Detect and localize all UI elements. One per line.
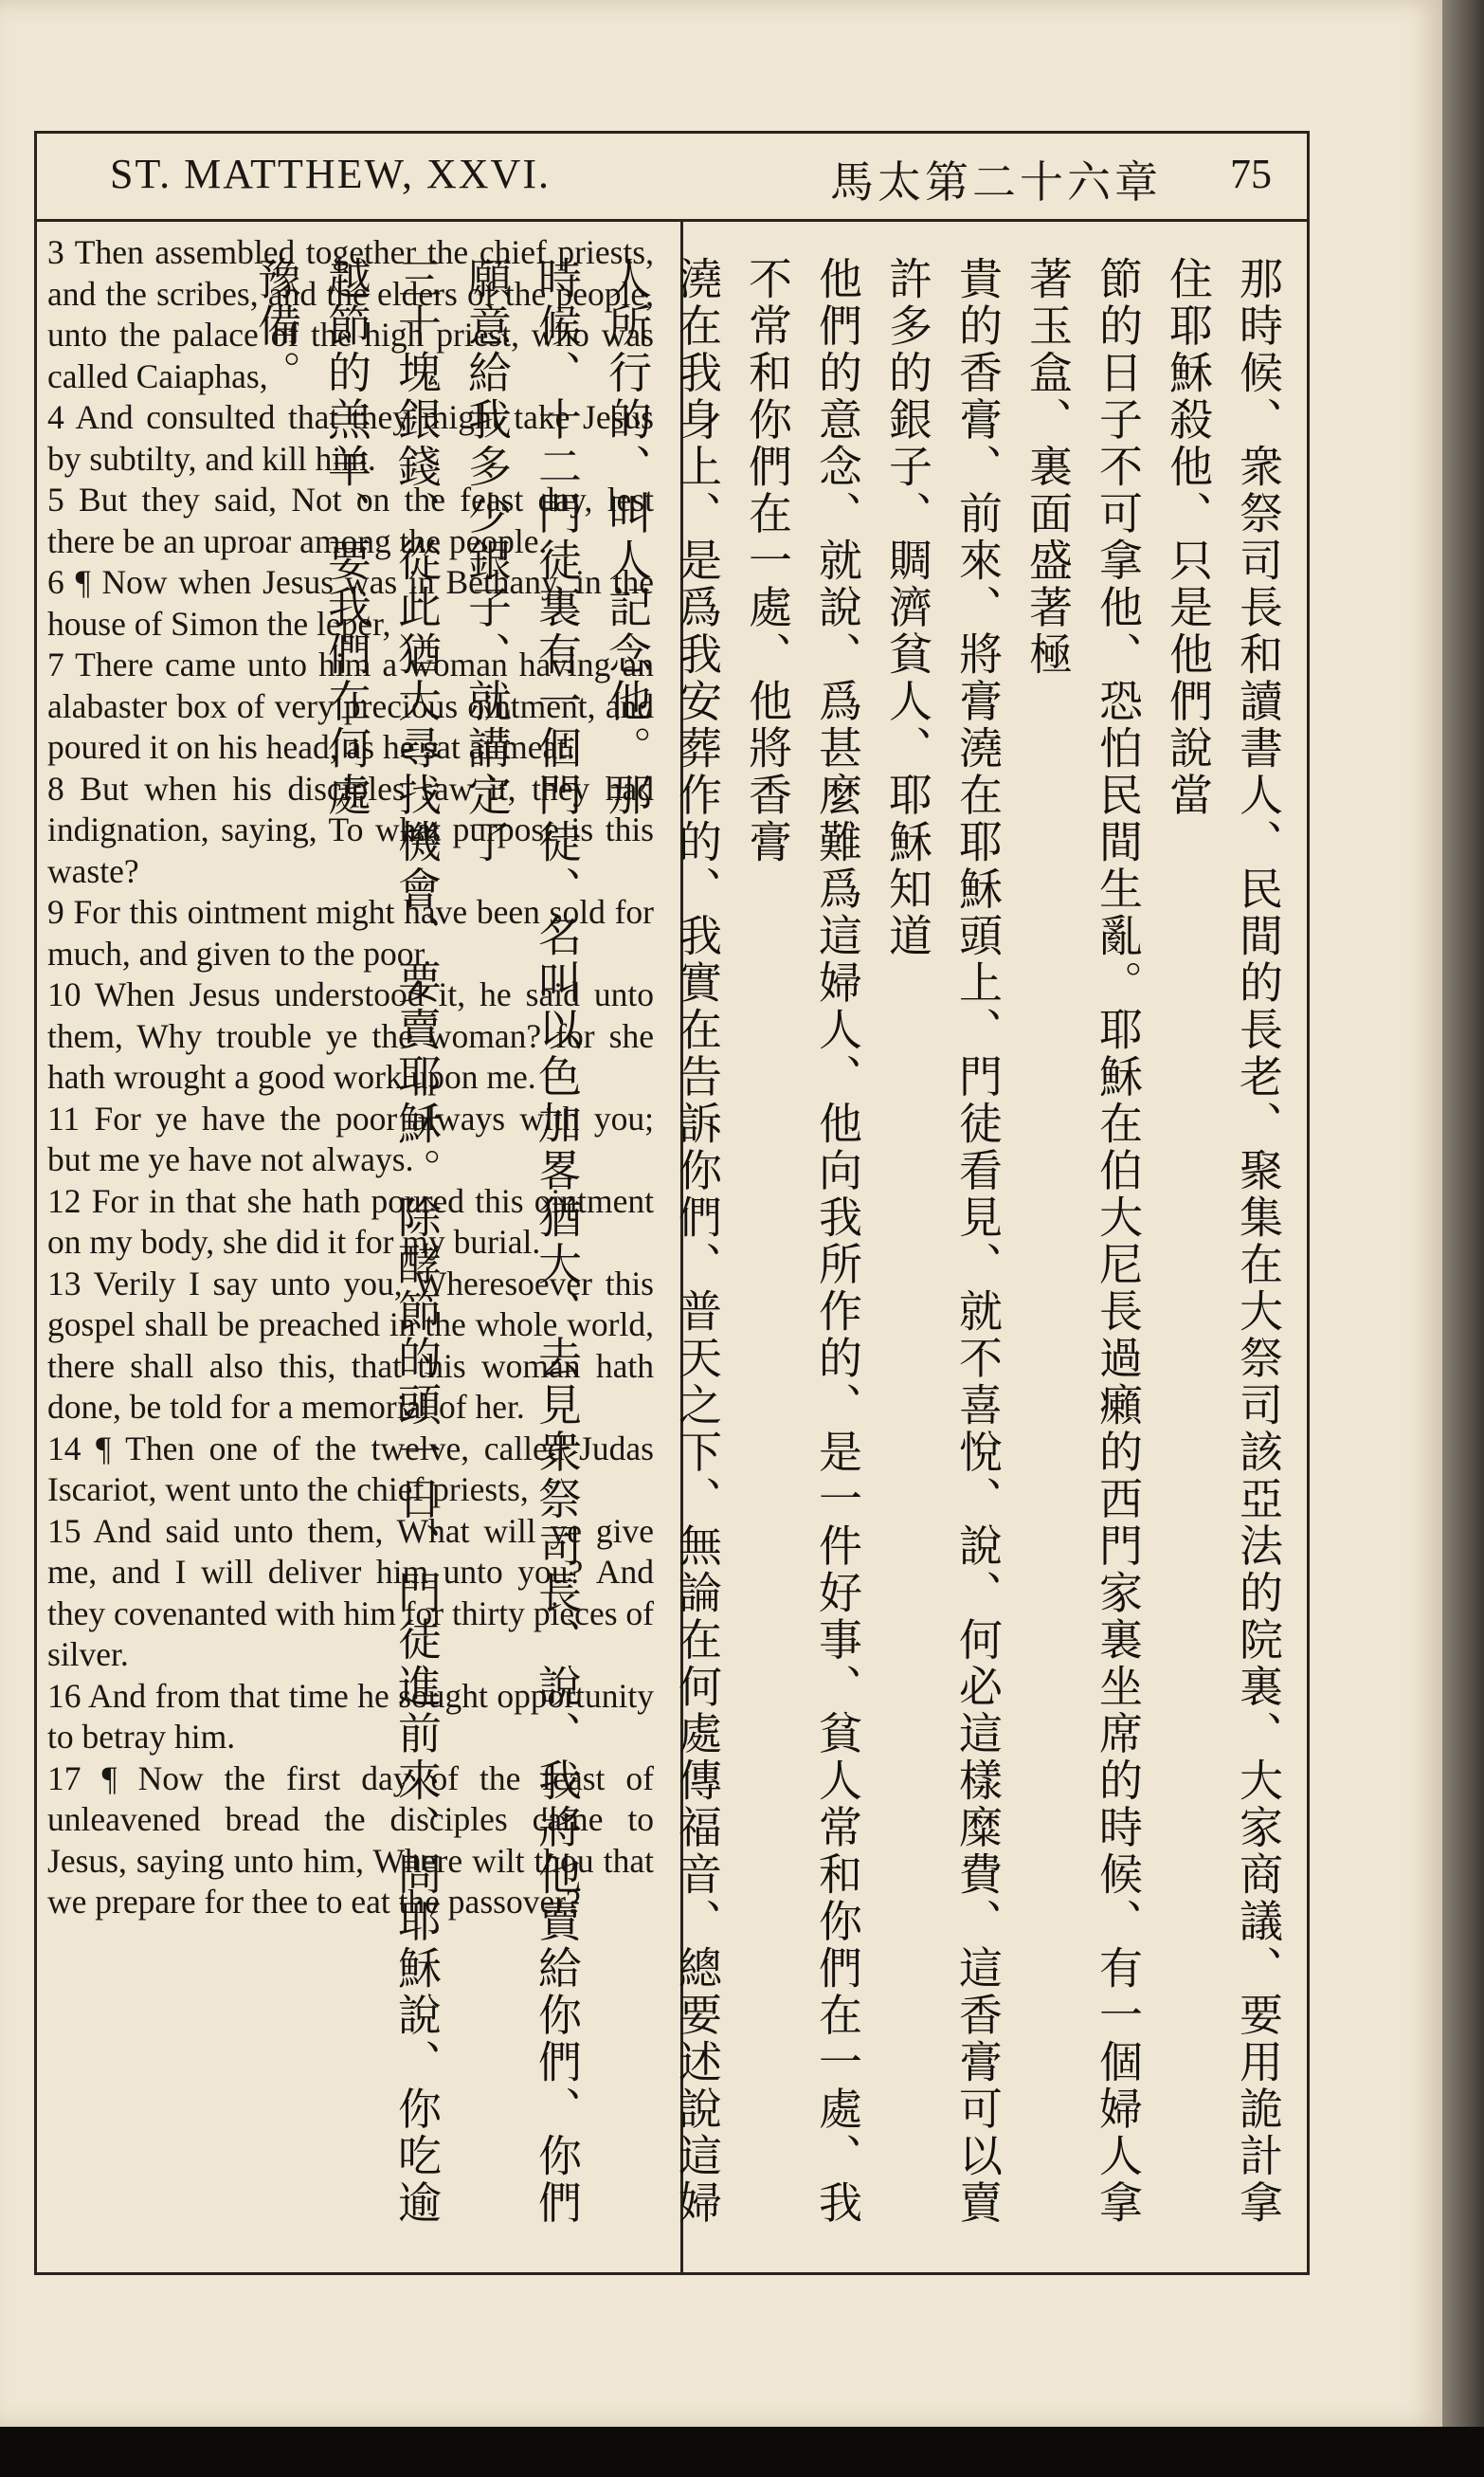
- chinese-column-3: 貴的香膏、前來、將膏澆在耶穌頭上、門徒看見、就不喜悅、說、何必這樣糜費、這香膏可以賣許多的銀子、賙濟貧人、耶穌知道: [882, 256, 1004, 2227]
- verse-7: 7 There came unto him a woman having an alabaster box of very precious ointment, and poured it on his head, as he sat at meat.: [47, 646, 654, 766]
- verse-14: 14 ¶ Then one of the twelve, called Judas Iscariot, went unto the chief priests,: [47, 1429, 654, 1508]
- verse-5: 5 But they said, Not on the feast day, lest there be an uproar among the people.: [47, 481, 654, 560]
- header-title-chinese: 馬太第二十六章: [830, 156, 1162, 208]
- verse-11: 11 For ye have the poor always with you; but me ye have not always.: [47, 1099, 654, 1178]
- verse-16: 16 And from that time he sought opportunity to betray him.: [47, 1676, 654, 1756]
- chinese-column-8: 豫備。: [251, 256, 302, 397]
- verse-15: 15 And said unto them, What will ye give me, and I will deliver him unto you? And they covenanted with him for thirty pieces of silver.: [47, 1511, 654, 1673]
- verse-10: 10 When Jesus understood it, he said unto them, Why trouble ye the woman? for she hath wrought a good work upon me.: [47, 975, 654, 1096]
- chinese-column-1: 那時候、衆祭司長和讀書人、民間的長老、聚集在大祭司該亞法的院裏、大家商議、要用詭計拿住耶穌殺他、只是他們說當: [1163, 256, 1284, 2227]
- verse-8: 8 But when his disciples saw it, they had indignation, saying, To what purpose is this waste?: [47, 769, 654, 890]
- verse-4: 4 And consulted that they might take Jesus by subtilty, and kill him.: [47, 398, 654, 478]
- page-edge: [1442, 0, 1484, 2427]
- page-number: 75: [1230, 151, 1272, 197]
- running-header: [34, 131, 1310, 222]
- chinese-column-7: 三十塊銀錢、從此猶大尋找機會、要賣耶穌。除酵節的頭一日、門徒進前來、問耶穌說、你吃逾越節的羔羊、要我們在何處: [321, 256, 443, 2227]
- verse-6: 6 ¶ Now when Jesus was in Bethany, in the house of Simon the leper,: [47, 563, 654, 643]
- header-title-english: ST. MATTHEW, XXVI.: [110, 151, 551, 197]
- chinese-column-4: 他們的意念、就說、爲甚麼難爲這婦人、他向我所作的、是一件好事、貧人常和你們在一處、我不常和你們在一處、他將香膏: [742, 256, 863, 2227]
- chinese-column-6: 時候、十二門徒裏有一個門徒、名叫以色加畧猶大、去見衆祭司長、說、我將他賣給你們、你們願意給我多少銀子、就講定了: [461, 256, 583, 2227]
- chinese-column-2: 節的日子不可拿他、恐怕民間生亂。耶穌在伯大尼長過癩的西門家裏坐席的時候、有一個婦人拿著玉盒、裏面盛著極: [1023, 256, 1144, 2227]
- verse-17: 17 ¶ Now the first day of the feast of unleavened bread the disciples came to Jesus, saying unto him, Where wilt thou that we prepare for thee to eat the passover?: [47, 1758, 654, 1921]
- chinese-column-5: 澆在我身上、是爲我安葬作的、我實在告訴你們、普天之下、無論在何處傳福音、總要述說這婦人所行的、叫人記念他。那: [602, 256, 723, 2227]
- verse-13: 13 Verily I say unto you, Wheresoever this gospel shall be preached in the whole world, there shall also this, that this woman hath done, be told for a memorial of her.: [47, 1264, 654, 1426]
- verse-3: 3 Then assembled together the chief priests, and the scribes, and the elders of the people, unto the palace of the high priest, who was called Caiaphas,: [47, 233, 654, 395]
- verse-12: 12 For in that she hath poured this ointment on my body, she did it for my burial.: [47, 1181, 654, 1261]
- verse-9: 9 For this ointment might have been sold for much, and given to the poor.: [47, 893, 654, 973]
